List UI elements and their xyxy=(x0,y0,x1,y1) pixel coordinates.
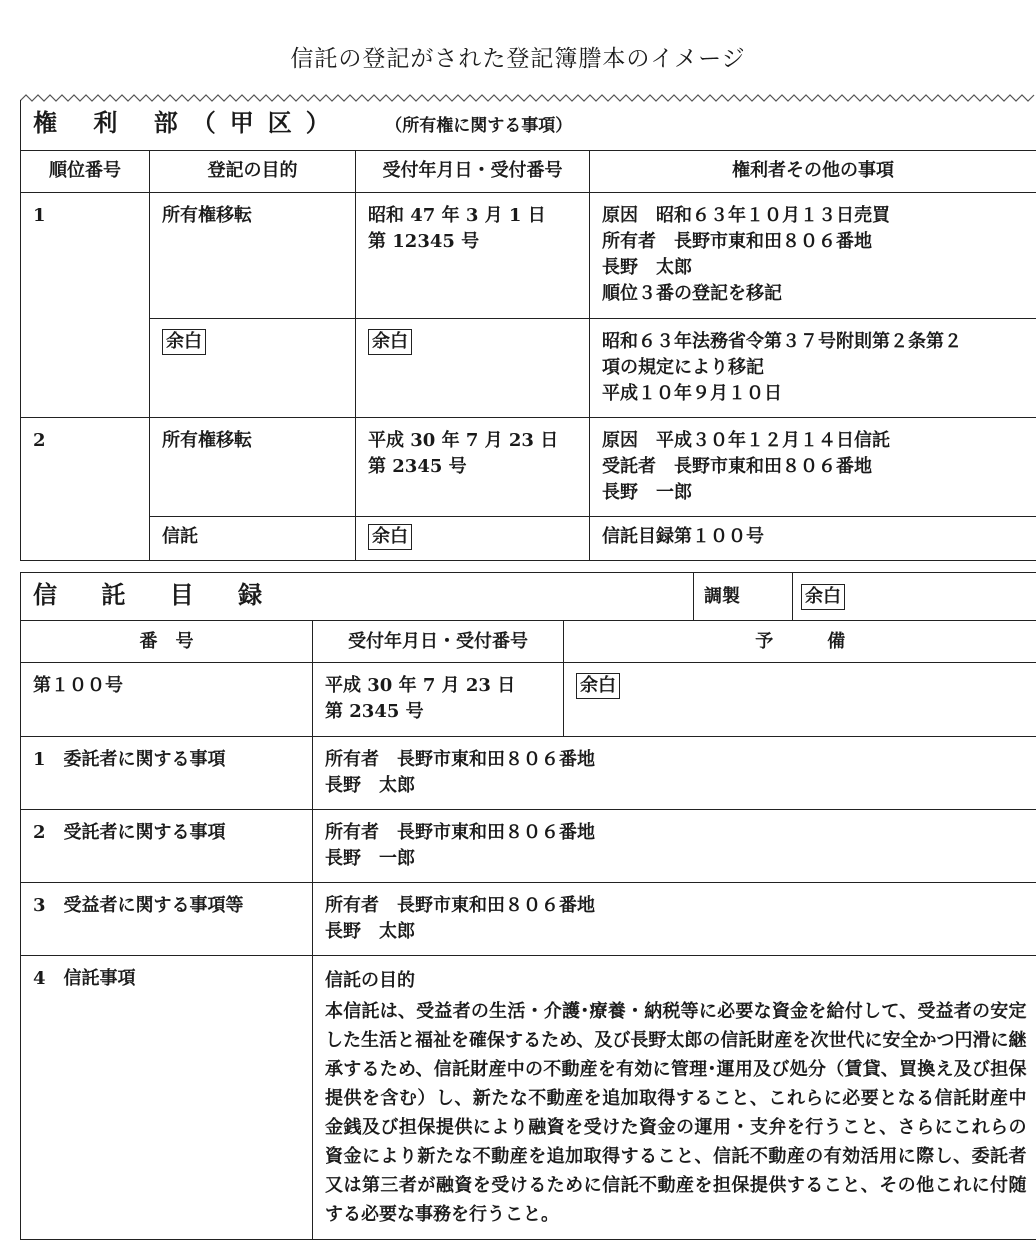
jiko-body: 本信託は、受益者の生活・介護･療養・納税等に必要な資金を給付して、受益者の安定した生活と福祉を確保するため、及び長野太郎の信託財産を次世代に安全かつ円滑に継承するため、信託財産中の不動産を有効に管理･運用及び処分（賃貸、買換え及び担保提供を含む）し、新たな不動産を追加取得すること、これらに必要となる信託財産中金銭及び担保提供により融資を受けた資金の運用・支弁を行うこと、さらにこれらの資金により新たな不動産を追加取得すること、信託不動産の有効活用に際し、委託者又は第三者が融資を受けるために信託不動産を担保提供すること、その他これに付随する必要な事務を行うこと。 xyxy=(325,997,1027,1229)
table-row xyxy=(21,810,1036,883)
header-kenrisha: 権利者その他の事項 xyxy=(590,150,1036,192)
juni-number: 1 xyxy=(21,192,150,417)
number-cell: 第１００号 xyxy=(21,663,313,737)
mokuroku-header-row xyxy=(21,573,1036,621)
header-uketsuke: 受付年月日・受付番号 xyxy=(313,621,564,663)
kenri-bu-table xyxy=(20,100,1036,561)
kenri-section-header xyxy=(21,100,1036,150)
shintaku-mokuroku-table xyxy=(20,572,1036,1240)
details-cell: 原因 平成３０年１２月１４日信託 受託者 長野市東和田８０６番地 長野 一郎 xyxy=(590,417,1036,516)
date-cell: 平成 30 年 7 月 23 日 第 2345 号 xyxy=(356,417,590,516)
kenri-header-row xyxy=(21,150,1036,192)
yohaku-box: 余白 xyxy=(368,524,412,550)
table-row xyxy=(21,956,1036,1240)
header-juni: 順位番号 xyxy=(21,150,150,192)
item-label: 1 委託者に関する事項 xyxy=(21,737,313,810)
yohaku-box: 余白 xyxy=(801,584,845,610)
yohaku-box: 余白 xyxy=(162,329,206,355)
purpose-cell: 所有権移転 xyxy=(150,417,356,516)
table-row xyxy=(21,192,1036,318)
kenri-section-title: 権 利 部（甲区） xyxy=(33,108,344,137)
header-mokuteki: 登記の目的 xyxy=(150,150,356,192)
purpose-cell: 所有権移転 xyxy=(150,192,356,318)
document-title: 信託の登記がされた登記簿謄本のイメージ xyxy=(0,40,1036,73)
date-cell: 平成 30 年 7 月 23 日 第 2345 号 xyxy=(313,663,564,737)
table-row xyxy=(21,883,1036,956)
mokuroku-columns-row xyxy=(21,621,1036,663)
item-content: 所有者 長野市東和田８０６番地 長野 太郎 xyxy=(313,737,1036,810)
mokuroku-section-title: 信 託 目 録 xyxy=(33,580,280,609)
details-cell: 原因 昭和６３年１０月１３日売買 所有者 長野市東和田８０６番地 長野 太郎 順位３番の登記を移記 xyxy=(590,192,1036,318)
table-row xyxy=(21,417,1036,516)
yohaku-box: 余白 xyxy=(368,329,412,355)
table-row xyxy=(21,318,1036,417)
details-cell: 信託目録第１００号 xyxy=(590,516,1036,560)
details-cell: 昭和６３年法務省令第３７号附則第２条第２ 項の規定により移記 平成１０年９月１０日 xyxy=(590,318,1036,417)
item-content: 所有者 長野市東和田８０６番地 長野 一郎 xyxy=(313,810,1036,883)
header-bango: 番 号 xyxy=(21,621,313,663)
table-row xyxy=(21,737,1036,810)
juni-number: 2 xyxy=(21,417,150,560)
yobi-cell xyxy=(564,663,1036,737)
item-content: 所有者 長野市東和田８０６番地 長野 太郎 xyxy=(313,883,1036,956)
date-cell xyxy=(356,318,590,417)
item-label: 2 受託者に関する事項 xyxy=(21,810,313,883)
header-yobi: 予 備 xyxy=(564,621,1036,663)
header-uketsuke: 受付年月日・受付番号 xyxy=(356,150,590,192)
jiko-heading: 信託の目的 xyxy=(325,966,1027,995)
date-cell xyxy=(356,516,590,560)
table-row xyxy=(21,516,1036,560)
kenri-section-subtitle: （所有権に関する事項） xyxy=(394,116,573,136)
table-row xyxy=(21,663,1036,737)
date-cell: 昭和 47 年 3 月 1 日 第 12345 号 xyxy=(356,192,590,318)
mokuroku-section-header xyxy=(21,573,694,621)
yohaku-box: 余白 xyxy=(576,673,620,699)
chosei-cell xyxy=(793,573,1036,621)
purpose-cell xyxy=(150,318,356,417)
item-label: 3 受益者に関する事項等 xyxy=(21,883,313,956)
item-label: 4 信託事項 xyxy=(21,956,313,1240)
purpose-cell: 信託 xyxy=(150,516,356,560)
chosei-label: 調製 xyxy=(694,573,793,621)
item-content xyxy=(313,956,1036,1240)
